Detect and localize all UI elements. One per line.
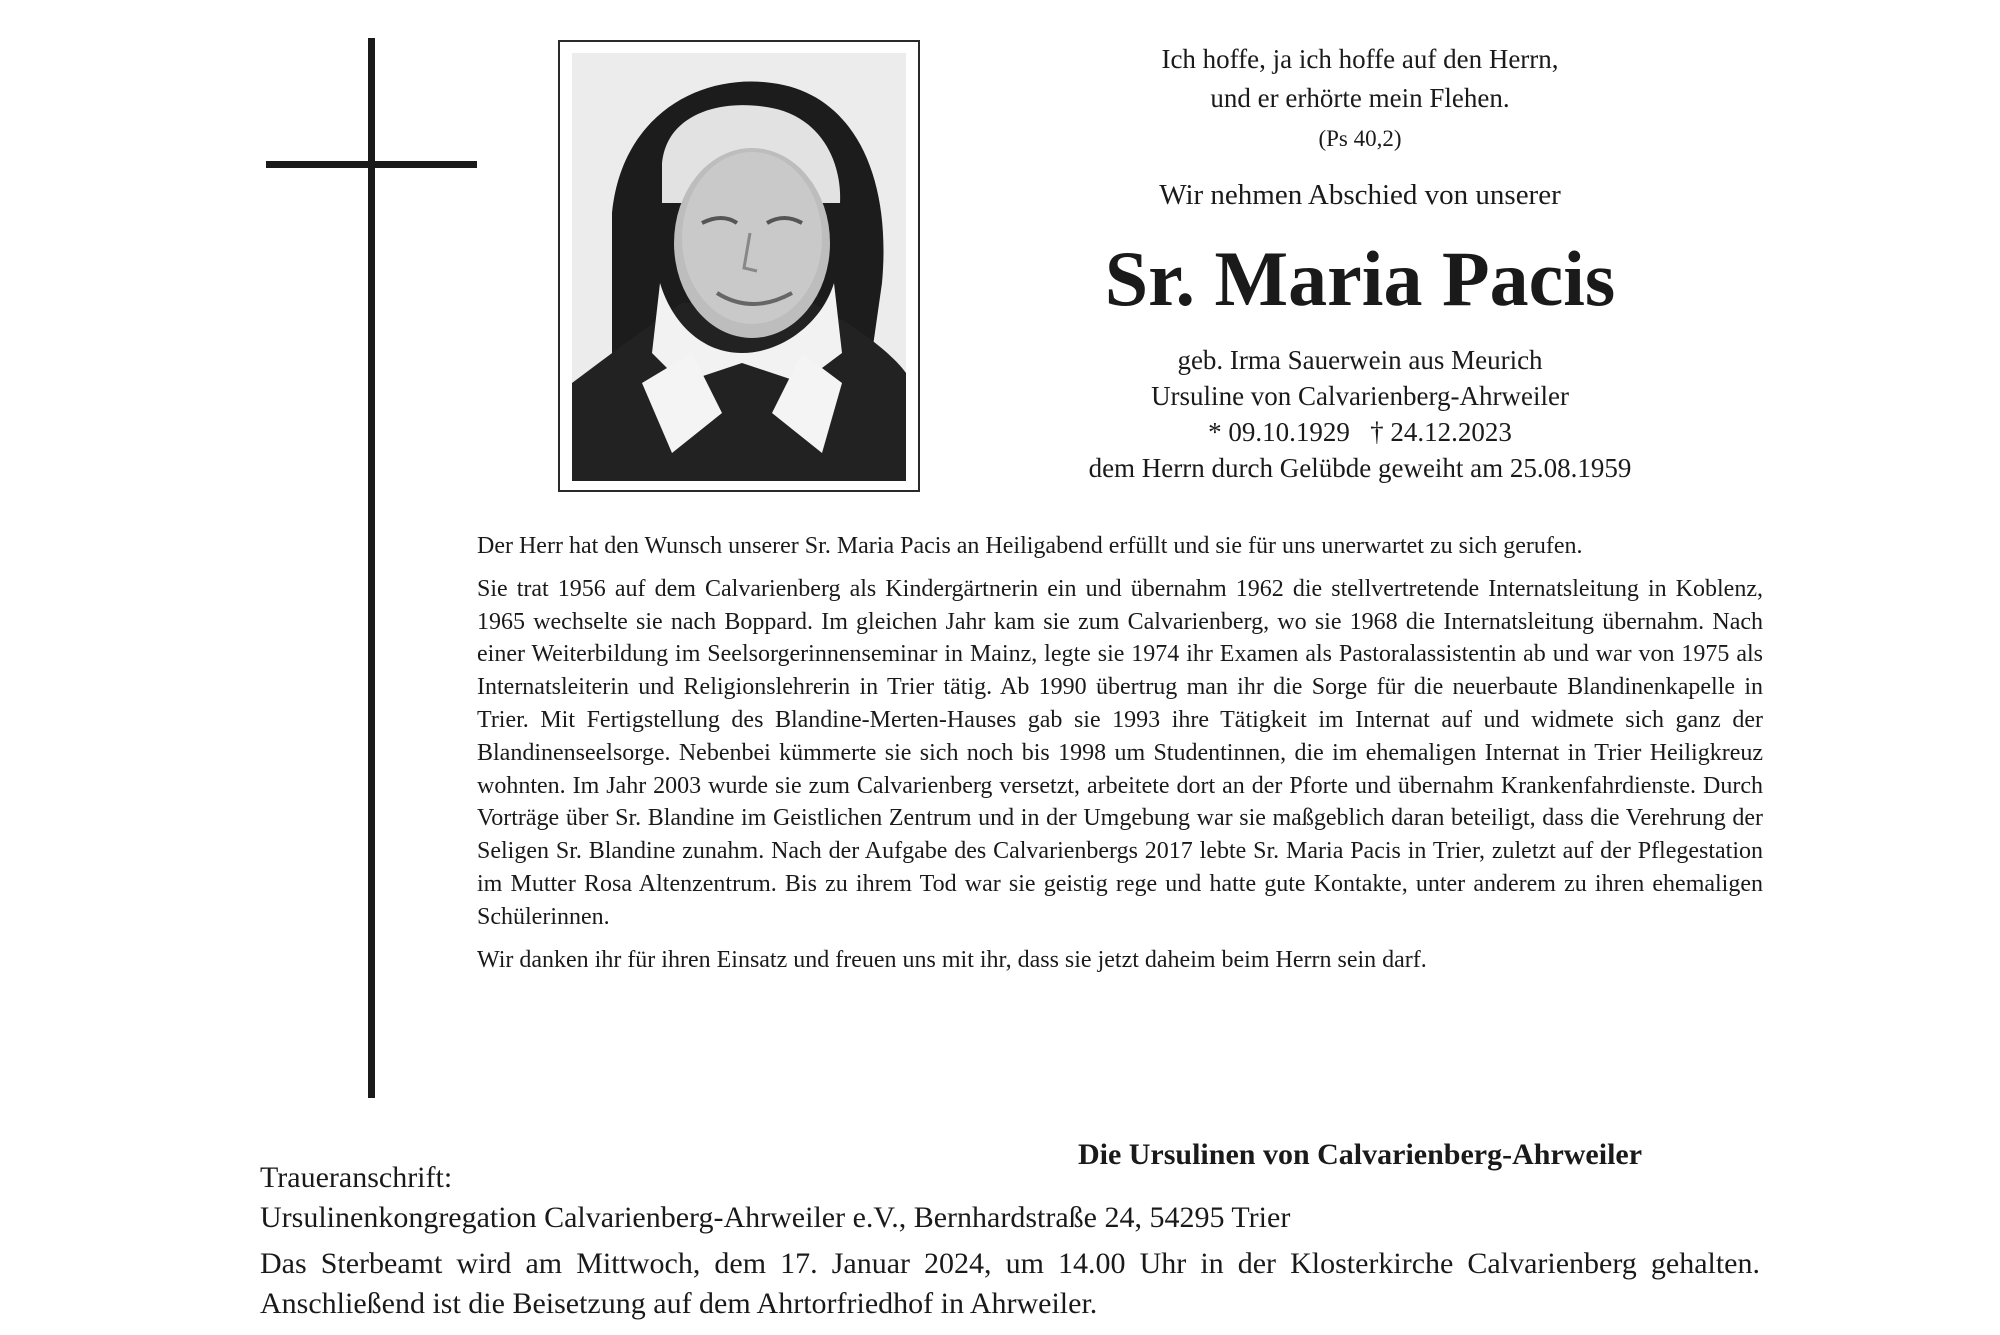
verse-reference: (Ps 40,2) — [1318, 126, 1402, 151]
address-label: Traueranschrift: — [260, 1161, 453, 1194]
portrait-photo-frame — [558, 40, 920, 492]
dates-line: * 09.10.1929 † 24.12.2023 — [1208, 417, 1512, 447]
cross-horizontal-beam — [266, 161, 477, 168]
portrait-photo — [572, 53, 906, 481]
funeral-service-info: Das Sterbeamt wird am Mittwoch, dem 17. Januar 2024, um 14.00 Uhr in der Klosterkirche Calvarienberg gehalten. Anschließend ist die Beisetzung auf dem Ahrtorfriedhof in Ahrweiler. — [260, 1247, 1760, 1320]
order-line: Ursuline von Calvarienberg-Ahrweiler — [1151, 381, 1569, 411]
body-paragraph-2: Sie trat 1956 auf dem Calvarienberg als Kindergärtnerin ein und übernahm 1962 die stellvertretende Internatsleitung in Koblenz, 1965 wechselte sie nach Boppard. Im gleichen Jahr kam sie zum Calvarienberg, wo sie 1968 die Internatsleitung übernahm. Nach einer Weiterbildung im Seelsorgerinnenseminar in Mainz, legte sie 1974 ihr Examen als Pastoralassistentin ab und war von 1975 als Internatsleiterin und Religionslehrerin in Trier tätig. Ab 1990 übertrug man ihr die Sorge für die neuerbaute Blandinenkapelle in Trier. Mit Fertigstellung des Blandine-Merten-Hauses gab sie 1993 ihre Tätigkeit im Internat auf und widmete sich ganz der Blandinenseelsorge. Nebenbei kümmerte sie sich noch bis 1998 um Studentinnen, die im ehemaligen Internat in Trier Heiligkreuz wohnten. Im Jahr 2003 wurde sie zum Calvarienberg versetzt, arbeitete dort an der Pforte und übernahm Krankenfahrdienste. Durch Vorträge über Sr. Blandine im Geistlichen Zentrum und in der Umgebung war sie maßgeblich daran beteiligt, dass die Verehrung der Seligen Sr. Blandine zunahm. Nach der Aufgabe des Calvarienbergs 2017 lebte Sr. Maria Pacis in Trier, zuletzt auf der Pflegestation im Mutter Rosa Altenzentrum. Bis zu ihrem Tod war sie geistig rege und hatte gute Kontakte, unter anderem zu ihren ehemaligen Schülerinnen. — [477, 575, 1763, 930]
vows-line: dem Herrn durch Gelübde geweiht am 25.08.1959 — [1088, 453, 1632, 483]
signature: Die Ursulinen von Calvarienberg-Ahrweiler — [1077, 1138, 1643, 1171]
cross-vertical-beam — [368, 38, 375, 1098]
verse-line-2: und er erhörte mein Flehen. — [1210, 83, 1510, 113]
mourning-address: Ursulinenkongregation Calvarienberg-Ahrweiler e.V., Bernhardstraße 24, 54295 Trier — [260, 1201, 1291, 1234]
scripture-verse — [1010, 40, 1710, 118]
verse-line-1: Ich hoffe, ja ich hoffe auf den Herrn, — [1161, 44, 1559, 74]
footer-info — [260, 1158, 1760, 1324]
obituary-body — [477, 530, 1763, 986]
birth-name-line: geb. Irma Sauerwein aus Meurich — [1177, 345, 1543, 375]
deceased-name: Sr. Maria Pacis — [1104, 235, 1616, 322]
biographical-details — [960, 342, 1760, 486]
body-paragraph-1: Der Herr hat den Wunsch unserer Sr. Maria Pacis an Heiligabend erfüllt und sie für uns unerwartet zu sich gerufen. — [477, 533, 1583, 559]
portrait-illustration — [572, 53, 906, 481]
farewell-line: Wir nehmen Abschied von unserer — [1159, 179, 1561, 211]
body-paragraph-3: Wir danken ihr für ihren Einsatz und freuen uns mit ihr, dass sie jetzt daheim beim Herrn sein darf. — [477, 946, 1427, 973]
